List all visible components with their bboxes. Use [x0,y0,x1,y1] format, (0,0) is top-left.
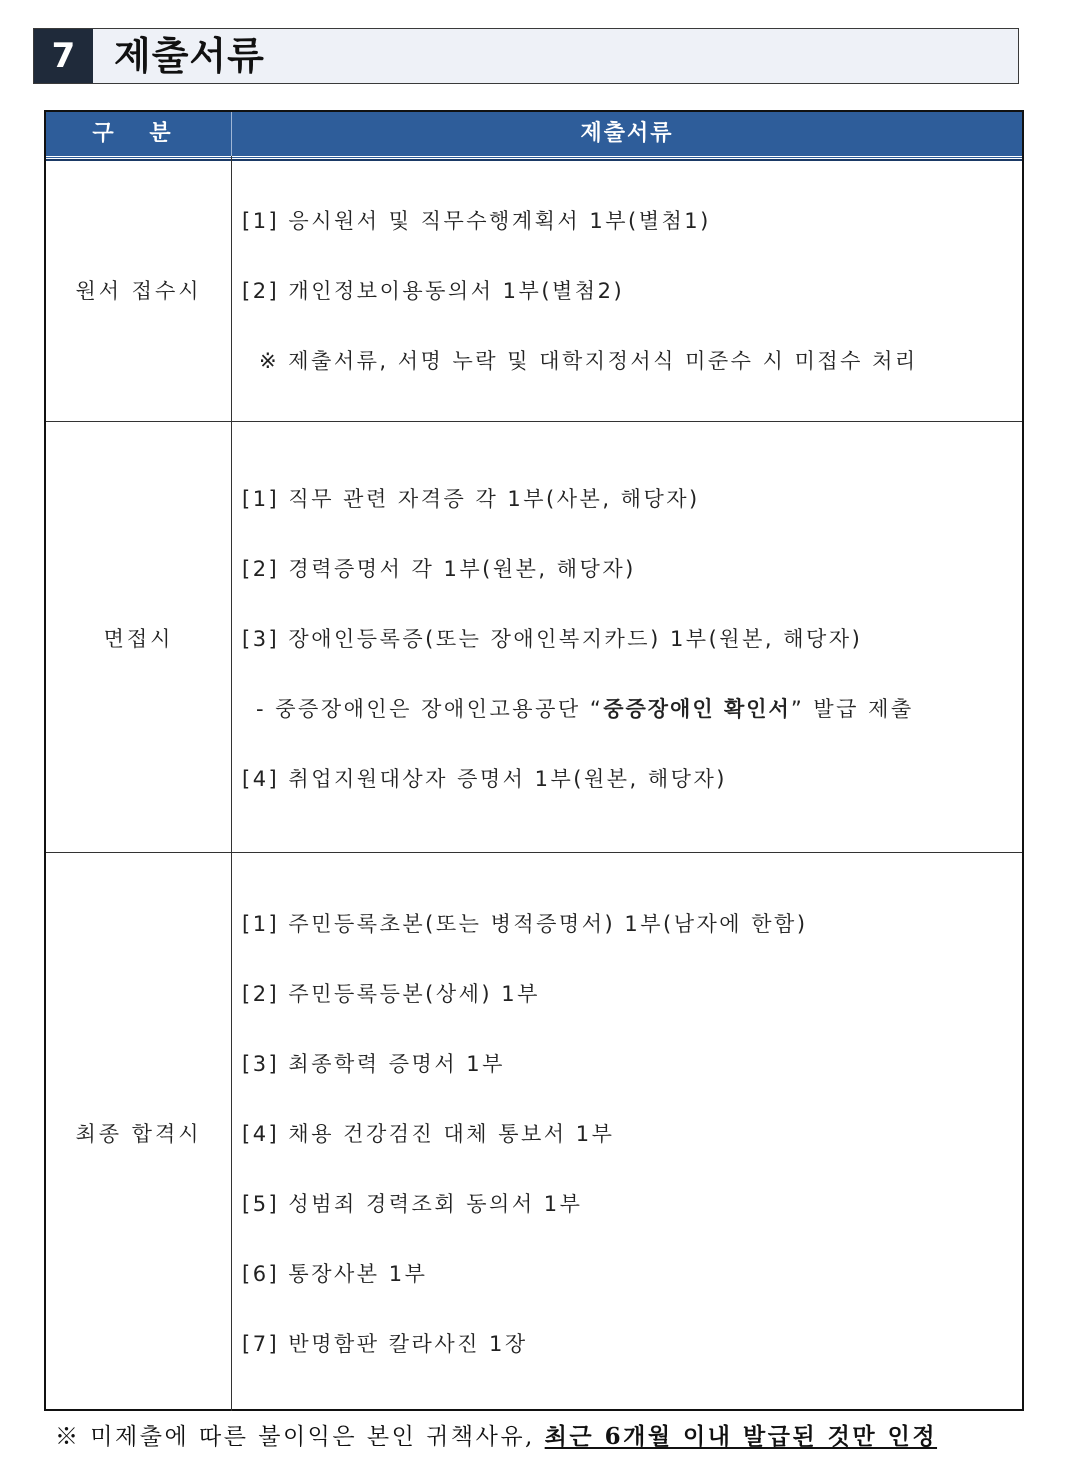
section-number: 7 [34,29,93,83]
disability-note-suffix: ” 발급 제출 [790,697,914,721]
list-item: [7] 반명함판 칼라사진 1장 [242,1332,528,1356]
documents-table [44,110,1024,1411]
list-item: [2] 개인정보이용동의서 1부(별첨2) [242,279,625,303]
disability-note-prefix: - 중증장애인은 장애인고용공단 “ [256,697,604,721]
row-category-final: 최종 합격시 [75,1122,202,1146]
list-item: [3] 장애인등록증(또는 장애인복지카드) 1부(원본, 해당자) [242,627,863,651]
list-item: [5] 성범죄 경력조회 동의서 1부 [242,1192,583,1216]
footnote [55,1418,1015,1451]
section-header [33,28,1019,84]
list-item: [3] 최종학력 증명서 1부 [242,1052,505,1076]
header-category: 구 분 [92,121,185,146]
header-documents: 제출서류 [580,121,674,146]
application-note: ※ 제출서류, 서명 누락 및 대학지정서식 미준수 시 미접수 처리 [259,349,918,373]
footnote-text: ※ 미제출에 따른 불이익은 본인 귀책사유, [55,1424,545,1450]
disability-note-bold: 중증장애인 확인서 [603,697,791,721]
row-category-application: 원서 접수시 [75,279,202,303]
column-divider [231,156,232,1411]
list-item: [1] 주민등록초본(또는 병적증명서) 1부(남자에 한함) [242,912,808,936]
list-item: [1] 직무 관련 자격증 각 1부(사본, 해당자) [242,487,700,511]
list-item: [2] 주민등록등본(상세) 1부 [242,982,540,1006]
list-item: [4] 취업지원대상자 증명서 1부(원본, 해당자) [242,767,727,791]
list-item: [4] 채용 건강검진 대체 통보서 1부 [242,1122,615,1146]
footnote-emphasis: 최근 6개월 이내 발급된 것만 인정 [544,1423,938,1450]
table-header [46,112,1022,159]
row-divider [46,421,1022,422]
row-category-interview: 면접시 [103,627,174,651]
section-title: 제출서류 [114,34,265,78]
disability-note [256,693,914,723]
list-item: [2] 경력증명서 각 1부(원본, 해당자) [242,557,636,581]
list-item: [6] 통장사본 1부 [242,1262,428,1286]
list-item: [1] 응시원서 및 직무수행계획서 1부(별첨1) [242,209,711,233]
row-divider [46,852,1022,853]
